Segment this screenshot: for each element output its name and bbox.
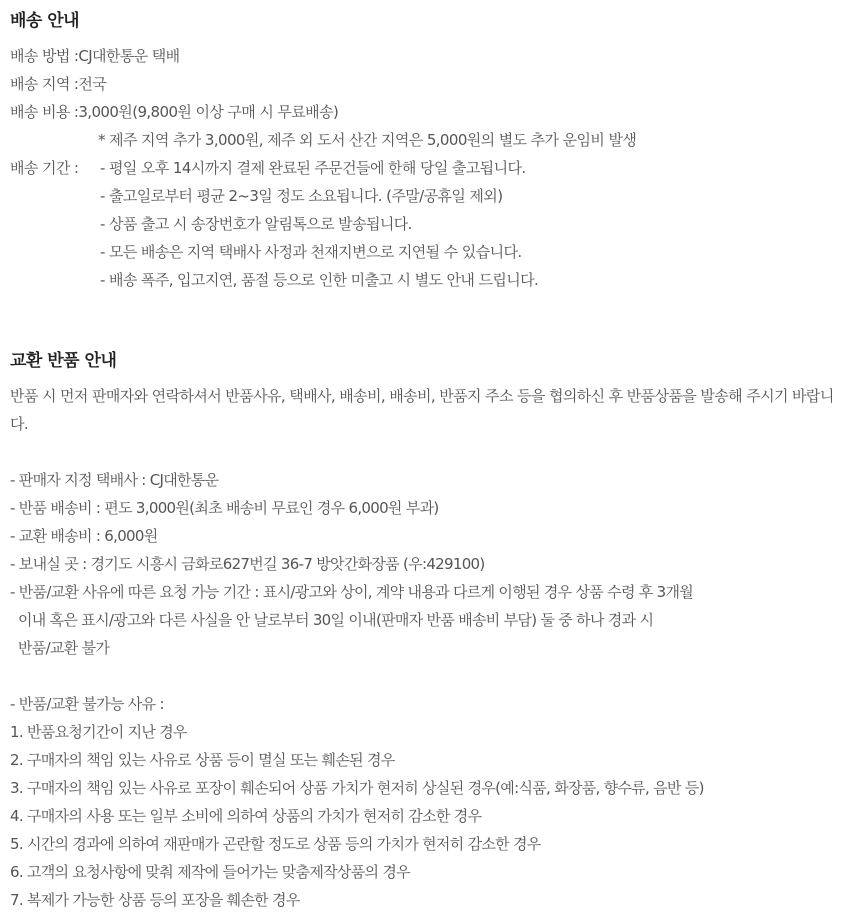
unavailable-reason-item: 4. 구매자의 사용 또는 일부 소비에 의하여 상품의 가치가 현저히 감소한 경우 xyxy=(10,807,482,825)
shipping-period-item: - 평일 오후 14시까지 결제 완료된 주문건들에 한해 당일 출고됩니다. xyxy=(100,159,526,177)
exchange-detail-item: - 반품/교환 사유에 따른 요청 가능 기간 : 표시/광고와 상이, 계약 내용과 다르게 이행된 경우 상품 수령 후 3개월 xyxy=(10,583,694,601)
shipping-period-block xyxy=(10,154,855,294)
exchange-section-title: 교환 반품 안내 xyxy=(10,351,117,371)
shipping-cost-row xyxy=(10,98,855,126)
unavailable-reason-item: 3. 구매자의 책임 있는 사유로 포장이 훼손되어 상품 가치가 현저히 상실된 경우(예:식품, 화장품, 향수류, 음반 등) xyxy=(10,779,704,797)
shipping-period-label: 배송 기간 : xyxy=(10,159,79,177)
shipping-method-label: 배송 방법 : xyxy=(10,47,79,65)
exchange-intro-paragraph: 반품 시 먼저 판매자와 연락하셔서 반품사유, 택배사, 배송비, 배송비, 반품지 주소 등을 협의하신 후 반품상품을 발송해 주시기 바랍니다. xyxy=(10,387,834,433)
exchange-detail-continuation: 반품/교환 불가 xyxy=(18,639,110,657)
shipping-cost-label: 배송 비용 : xyxy=(10,103,79,121)
shipping-method-value: CJ대한통운 택배 xyxy=(78,47,180,65)
shipping-method-row xyxy=(10,42,855,70)
paragraph-spacer xyxy=(10,438,855,466)
product-policy-document xyxy=(10,0,855,914)
shipping-region-value: 전국 xyxy=(78,75,107,93)
unavailable-reason-item: 7. 복제가 가능한 상품 등의 포장을 훼손한 경우 xyxy=(10,891,300,909)
shipping-region-row xyxy=(10,70,855,98)
shipping-period-item: - 모든 배송은 지역 택배사 사정과 천재지변으로 지연될 수 있습니다. xyxy=(100,243,522,261)
exchange-detail-continuation: 이내 혹은 표시/광고와 다른 사실을 안 날로부터 30일 이내(판매자 반품 배송비 부담) 둘 중 하나 경과 시 xyxy=(18,611,654,629)
exchange-detail-item: - 보내실 곳 : 경기도 시흥시 금화로627번길 36-7 방앗간화장품 (우:429100) xyxy=(10,555,485,573)
shipping-section-title: 배송 안내 xyxy=(10,11,80,31)
shipping-region-label: 배송 지역 : xyxy=(10,75,79,93)
section-spacer xyxy=(10,294,855,340)
unavailable-reason-item: 1. 반품요청기간이 지난 경우 xyxy=(10,723,187,741)
unavailable-reasons-title: - 반품/교환 불가능 사유 : xyxy=(10,695,164,713)
paragraph-spacer xyxy=(10,662,855,690)
exchange-detail-item: - 반품 배송비 : 편도 3,000원(최초 배송비 무료인 경우 6,000원 부과) xyxy=(10,499,439,517)
shipping-period-list xyxy=(100,154,538,294)
shipping-period-item: - 상품 출고 시 송장번호가 알림톡으로 발송됩니다. xyxy=(100,215,412,233)
shipping-cost-value: 3,000원(9,800원 이상 구매 시 무료배송) xyxy=(78,103,339,121)
exchange-detail-item: - 판매자 지정 택배사 : CJ대한통운 xyxy=(10,471,219,489)
shipping-period-item: - 배송 폭주, 입고지연, 품절 등으로 인한 미출고 시 별도 안내 드립니다. xyxy=(100,271,539,289)
unavailable-reason-item: 2. 구매자의 책임 있는 사유로 상품 등이 멸실 또는 훼손된 경우 xyxy=(10,751,395,769)
unavailable-reason-item: 5. 시간의 경과에 의하여 재판매가 곤란할 정도로 상품 등의 가치가 현저히 감소한 경우 xyxy=(10,835,541,853)
shipping-period-item: - 출고일로부터 평균 2~3일 정도 소요됩니다. (주말/공휴일 제외) xyxy=(100,187,503,205)
unavailable-reason-item: 6. 고객의 요청사항에 맞춰 제작에 들어가는 맞춤제작상품의 경우 xyxy=(10,863,410,881)
shipping-cost-note: * 제주 지역 추가 3,000원, 제주 외 도서 산간 지역은 5,000원의 별도 추가 운임비 발생 xyxy=(98,131,637,149)
exchange-detail-item: - 교환 배송비 : 6,000원 xyxy=(10,527,158,545)
